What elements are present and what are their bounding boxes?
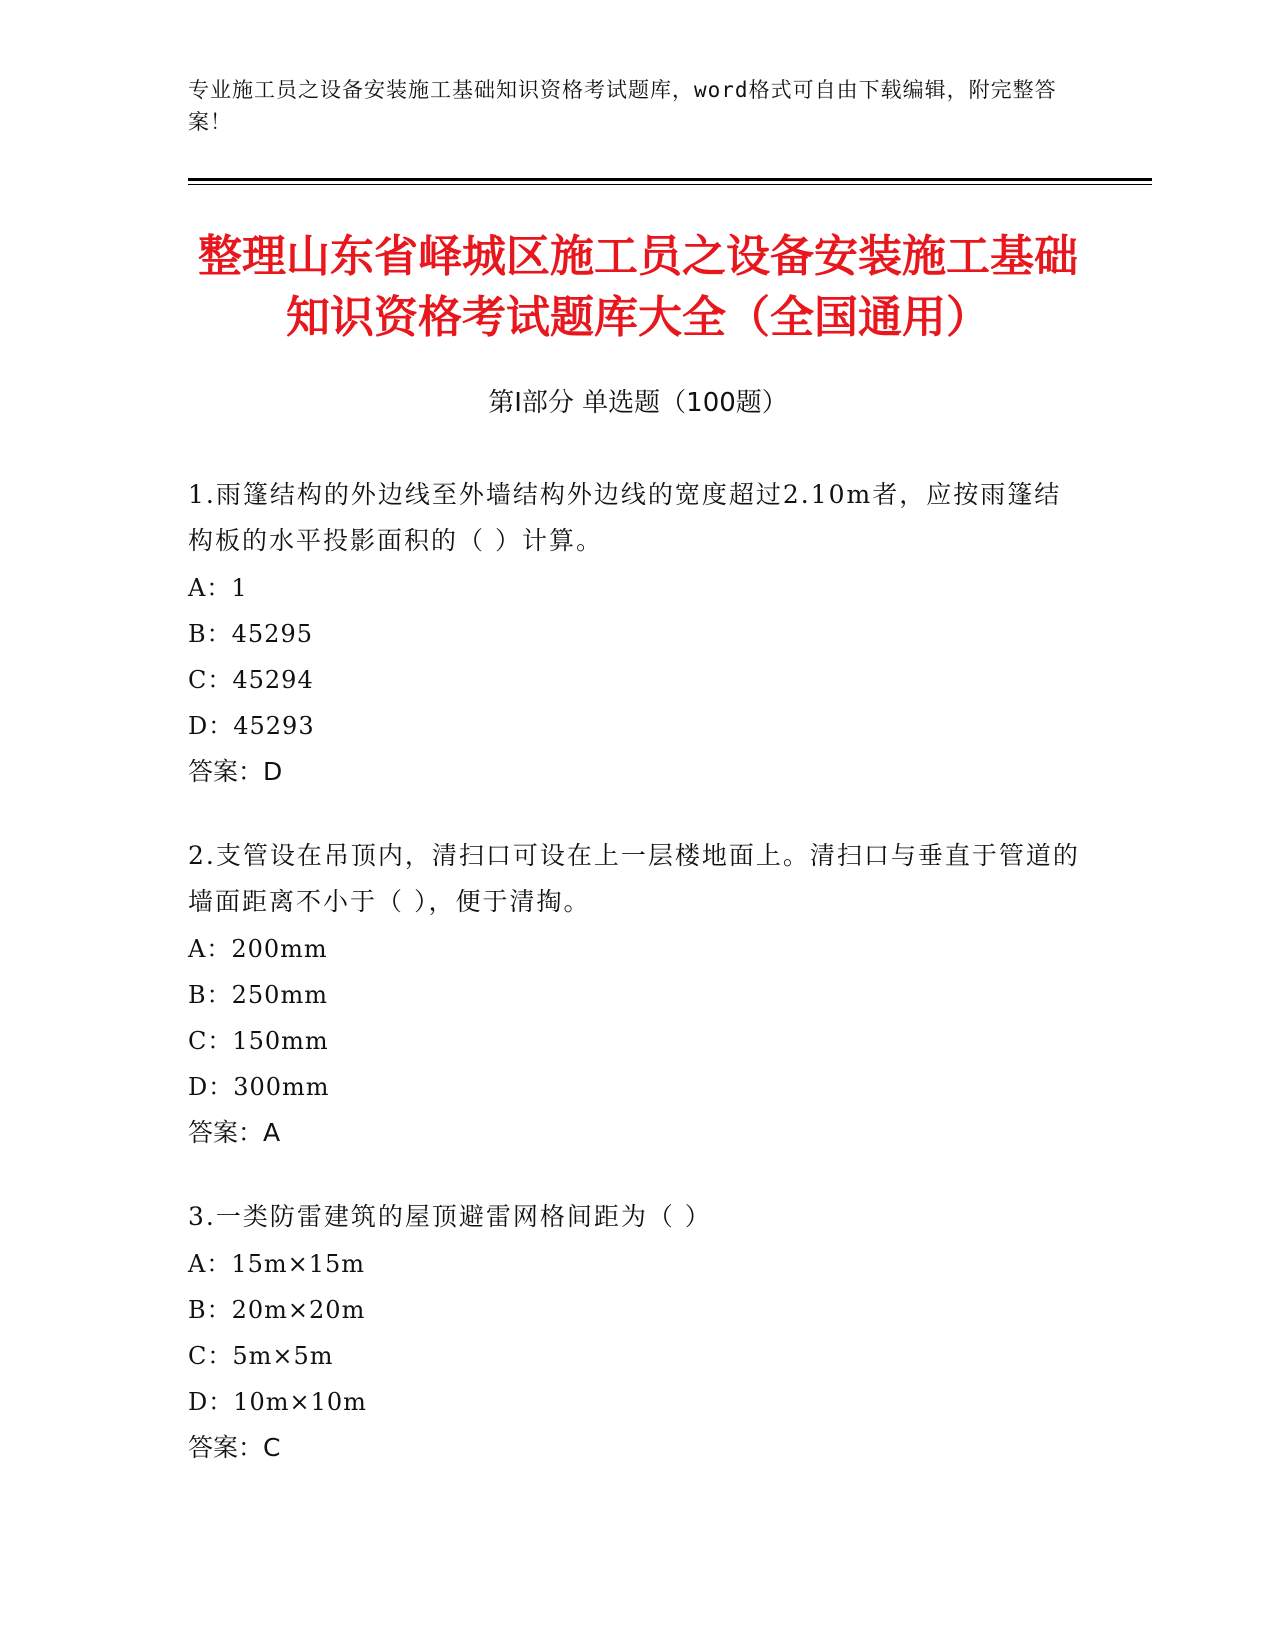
question-list (188, 472, 1088, 1509)
option-a: A：15m×15m (188, 1250, 366, 1278)
section-title: 第Ⅰ部分 单选题（100题） (488, 388, 788, 418)
option-b: B：45295 (188, 620, 313, 648)
document-title: 整理山东省峄城区施工员之设备安装施工基础知识资格考试题库大全（全国通用） (198, 231, 1078, 343)
header-note: 专业施工员之设备安装施工基础知识资格考试题库，word格式可自由下载编辑，附完整答案！ (188, 78, 1057, 134)
option-a: A：1 (188, 574, 248, 602)
option-c: C：5m×5m (188, 1342, 334, 1370)
answer: 答案：D (188, 757, 283, 786)
answer: 答案：C (188, 1433, 281, 1462)
question-3 (188, 1194, 1088, 1471)
option-b: B：20m×20m (188, 1296, 366, 1324)
question-1 (188, 472, 1088, 795)
option-a: A：200mm (188, 935, 328, 963)
option-d: D：300mm (188, 1073, 330, 1101)
option-c: C：150mm (188, 1027, 329, 1055)
header-rule-thin (188, 184, 1152, 185)
header-rule-thick (188, 178, 1152, 181)
answer: 答案：A (188, 1118, 281, 1147)
option-d: D：10m×10m (188, 1388, 367, 1416)
option-b: B：250mm (188, 981, 328, 1009)
question-stem: 1.雨篷结构的外边线至外墙结构外边线的宽度超过2.10m者，应按雨篷结构板的水平投影面积的（ ）计算。 (188, 480, 1062, 555)
question-stem: 2.支管设在吊顶内，清扫口可设在上一层楼地面上。清扫口与垂直于管道的墙面距离不小于（ ），便于清掏。 (188, 841, 1080, 916)
question-2 (188, 833, 1088, 1156)
option-d: D：45293 (188, 712, 315, 740)
question-stem: 3.一类防雷建筑的屋顶避雷网格间距为（ ） (188, 1202, 712, 1231)
option-c: C：45294 (188, 666, 314, 694)
